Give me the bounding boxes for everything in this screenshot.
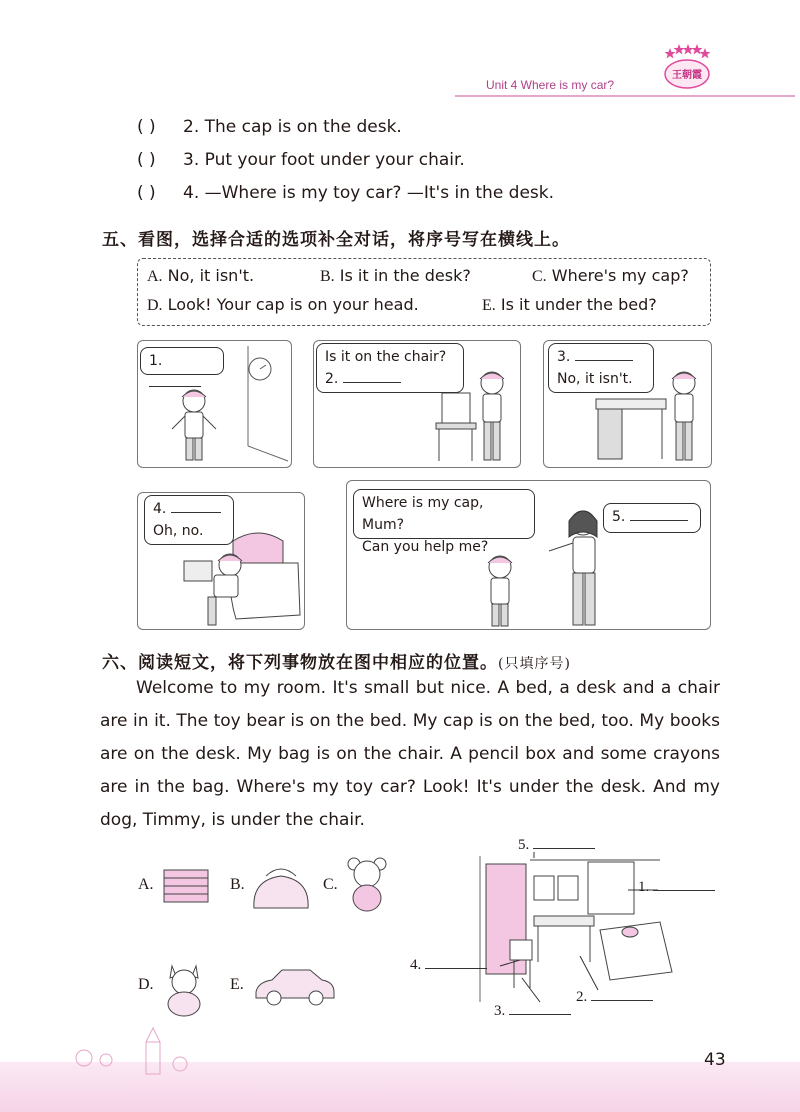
header-divider (455, 95, 795, 97)
picture-panel-5 (346, 480, 711, 630)
option-a: A. No, it isn't. (147, 266, 255, 285)
room-label-5: 5. (518, 834, 595, 854)
speech-bubble-5a: Where is my cap, Mum? Can you help me? (353, 489, 535, 539)
item-b-label: B. (230, 876, 245, 893)
item-e-label: E. (230, 976, 244, 993)
series-badge-logo (660, 40, 712, 92)
option-c: C. Where's my cap? (532, 266, 689, 285)
bag-icon (248, 862, 314, 912)
option-d: D. Look! Your cap is on your head. (147, 295, 419, 314)
item-a-label: A. (138, 876, 154, 893)
speech-bubble-4: 4. Oh, no. (144, 495, 234, 545)
picture-panel-2 (313, 340, 521, 468)
judge-item-3: ( ) 3. Put your foot under your chair. (137, 150, 465, 170)
judge-item-4: ( ) 4. —Where is my toy car? —It's in the desk. (137, 183, 555, 203)
speech-bubble-1: 1. (140, 347, 224, 375)
reading-passage: Welcome to my room. It's small but nice. A bed, a desk and a chair are in it. The toy bear is on the bed. My cap is on the bed, too. My books are on the desk. My bag is on the chair. A pencil box and some crayons are in the bag. Where's my toy car? Look! It's under the desk. And my dog, Timmy, is under the chair. (100, 678, 720, 830)
room-label-2: 2. (576, 986, 653, 1006)
speech-bubble-2: Is it on the chair? 2. (316, 343, 464, 393)
speech-bubble-3: 3. No, it isn't. (548, 343, 654, 393)
speech-bubble-5b: 5. (603, 503, 701, 533)
page-number: 43 (704, 1050, 726, 1070)
teddy-bear-icon (342, 854, 392, 914)
judge-item-2: ( ) 2. The cap is on the desk. (137, 117, 402, 137)
section6-title: 六、阅读短文，将下列事物放在图中相应的位置。(只填序号) (102, 653, 571, 673)
svg-text:王朝霞: 王朝霞 (672, 70, 702, 81)
unit-title: Unit 4 Where is my car? (486, 78, 615, 92)
dog-icon (160, 958, 210, 1018)
section5-title: 五、看图，选择合适的选项补全对话，将序号写在横线上。 (102, 230, 570, 250)
room-label-4: 4. (410, 954, 487, 974)
toy-car-icon (252, 962, 338, 1008)
item-d-label: D. (138, 976, 154, 993)
item-c-label: C. (323, 876, 338, 893)
books-icon (160, 866, 212, 908)
room-label-1: 1. (638, 876, 715, 896)
castle-decoration-icon (70, 1024, 200, 1076)
option-b: B. Is it in the desk? (320, 266, 471, 285)
room-label-3: 3. (494, 1000, 571, 1020)
picture-panel-3 (543, 340, 712, 468)
option-e: E. Is it under the bed? (482, 295, 657, 314)
picture-panel-4 (137, 492, 305, 630)
picture-panel-1 (137, 340, 292, 468)
